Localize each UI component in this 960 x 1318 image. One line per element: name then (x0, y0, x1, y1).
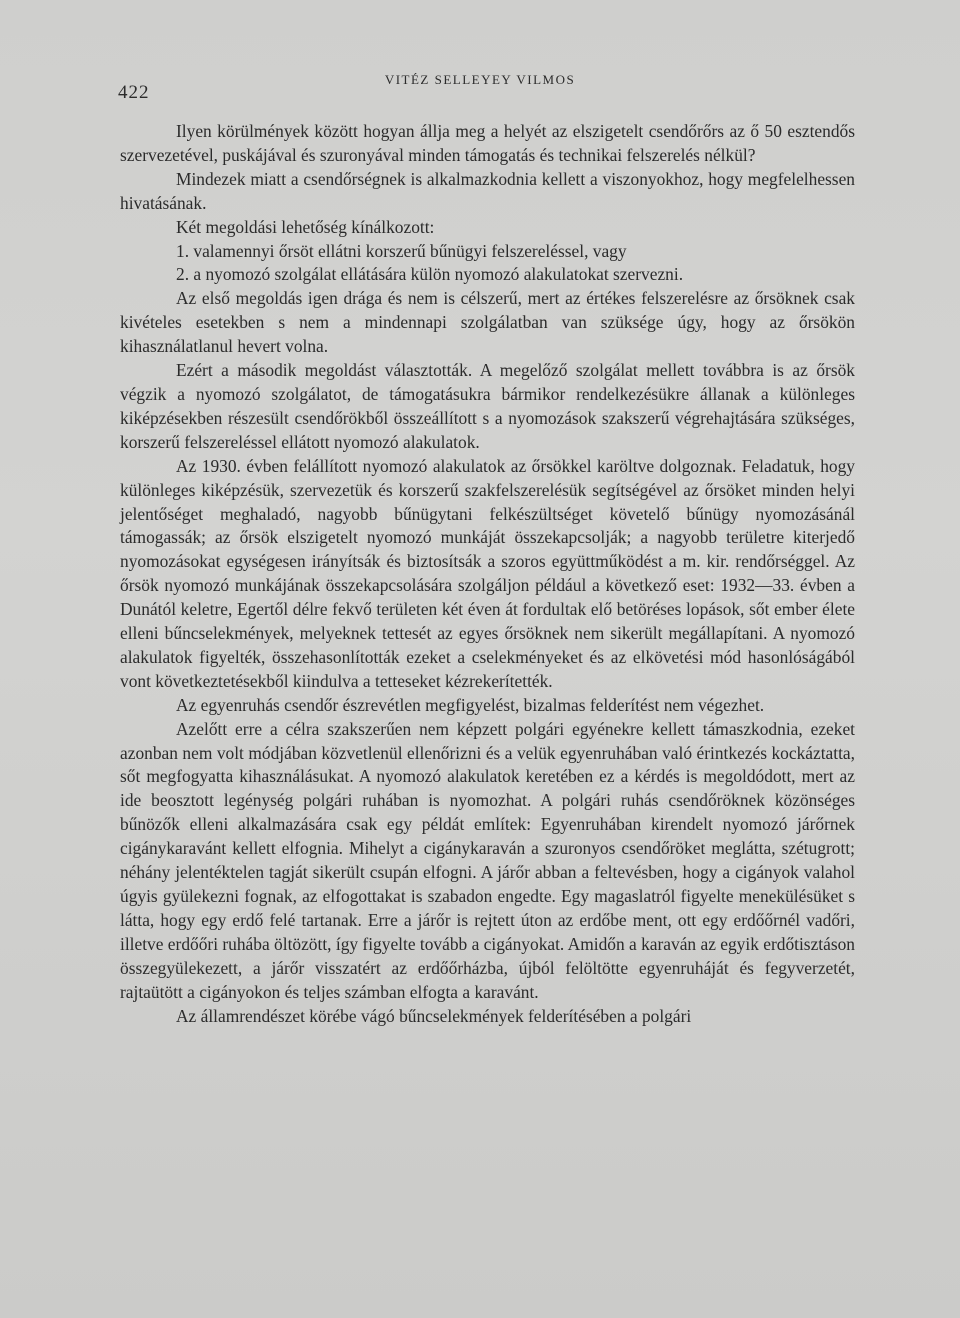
list-item: 1. valamennyi őrsöt ellátni korszerű bűnügyi felszereléssel, vagy (176, 240, 627, 261)
running-head: VITÉZ SELLEYEY VILMOS (384, 72, 576, 87)
paragraph: Azelőtt erre a célra szakszerűen nem képzett polgári egyénekre kellett támaszkodnia, ezeket azonban nem volt módjában közvetlenül ellenőrizni és a velük egyenruhában való érintkezés kockáztatta, sőt megfogyatta kihasználásukat. A nyomozó alakulatok keretében ez a kérdés is megoldódott, mert az ide beosztott legénység polgári ruhában is nyomozhat. A polgári ruhás csendőröknek közönséges bűnözők elleni alkalmazására csak egy példát említek: Egyenruhában kirendelt nyomozó járőrnek cigánykaravánt kellett elfognia. Mihelyt a cigánykaraván a szuronyos csendőröket meglátta, szétugrott; néhány jelentéktelen tagját sikerült csupán elfogni. A járőr abban a feltevésben, hogy a cigányok valahol úgyis gyülekezni fognak, az elfogottakat is szabadon engedte. Egy magaslatról figyelte menekülésüket s látta, hogy egy erdő felé tartanak. Erre a járőr is rejtett úton az erdőbe ment, ott egy erdőőrnél vadőri, illetve erdőőri ruhába öltözött, így figyelte tovább a cigányokat. Amidőn a karaván az egyik erdőtisztáson összegyülekezett, a járőr visszatért az erdőőrházba, újból felöltötte egyenruháját és fegyverzetét, rajtaütött a cigányokon és teljes számban elfogta a karavánt. (120, 718, 855, 1002)
paragraph: Ezért a második megoldást választották. A megelőző szolgálat mellett továbbra is az őrsök végzik a nyomozó szolgálatot, de támogatásukra bármikor rendelkezésükre állanak a különleges kiképzésekben részesült csendőrökből összeállított s a nyomozások szakszerű végrehajtására szükséges, korszerű felszereléssel ellátott nyomozó alakulatok. (120, 360, 855, 452)
page-number: 422 (118, 82, 150, 103)
paragraph: Az egyenruhás csendőr észrevétlen megfigyelést, bizalmas felderítést nem végezhet. (176, 694, 765, 715)
paragraph: Az 1930. évben felállított nyomozó alakulatok az őrsökkel karöltve dolgoznak. Feladatuk, hogy különleges kiképzésük, szervezetük és korszerű szakfelszerelésük segítségével az őrsöket minden helyi jelentőséget meghaladó, nagyobb bűnügytani felkészültséget követelő bűnügy nyomozásánál támogassák; az őrsök elszigetelt nyomozó munkáját összekapcsolják; a nagyobb területre kiterjedő nyomozásokat egységesen irányítsák és biztosítsák a szoros együttműködést a m. kir. rendőrséggel. Az őrsök nyomozó munkájának összekapcsolására szolgáljon például a következő eset: 1932—33. évben a Dunától keletre, Egertől délre fekvő területen két éven át fordultak elő betöréses lopások, sőt ember élete elleni bűncselekmények, melyeknek tettesét az egyes őrsöknek nem sikerült megállapítani. A nyomozó alakulatok figyelték, összehasonlították ezeket a cselekményeket és az elkövetési mód hasonlóságából vont következtetésekből kiindulva a tetteseket kézrekerítették. (120, 455, 855, 691)
list-item: 2. a nyomozó szolgálat ellátására külön nyomozó alakulatokat szervezni. (176, 264, 684, 285)
paragraph: Mindezek miatt a csendőrségnek is alkalmazkodnia kellett a viszonyokhoz, hogy megfelelhessen hivatásának. (120, 168, 855, 213)
body-text (120, 120, 855, 1028)
paragraph: Ilyen körülmények között hogyan állja meg a helyét az elszigetelt csendőrőrs az ő 50 esztendős szervezetével, puskájával és szuronyával minden támogatás és technikai felszerelés nélkül? (120, 121, 855, 165)
paragraph: Az államrendészet körébe vágó bűncselekmények felderítésében a polgári (176, 1005, 692, 1026)
paragraph: Két megoldási lehetőség kínálkozott: (176, 216, 435, 237)
paragraph: Az első megoldás igen drága és nem is célszerű, mert az értékes felszerelésre az őrsöknek csak kivételes esetekben s nem a mindennapi szolgálatban van szüksége úgy, hogy az őrsökön kihasználatlanul hevert volna. (120, 288, 855, 357)
